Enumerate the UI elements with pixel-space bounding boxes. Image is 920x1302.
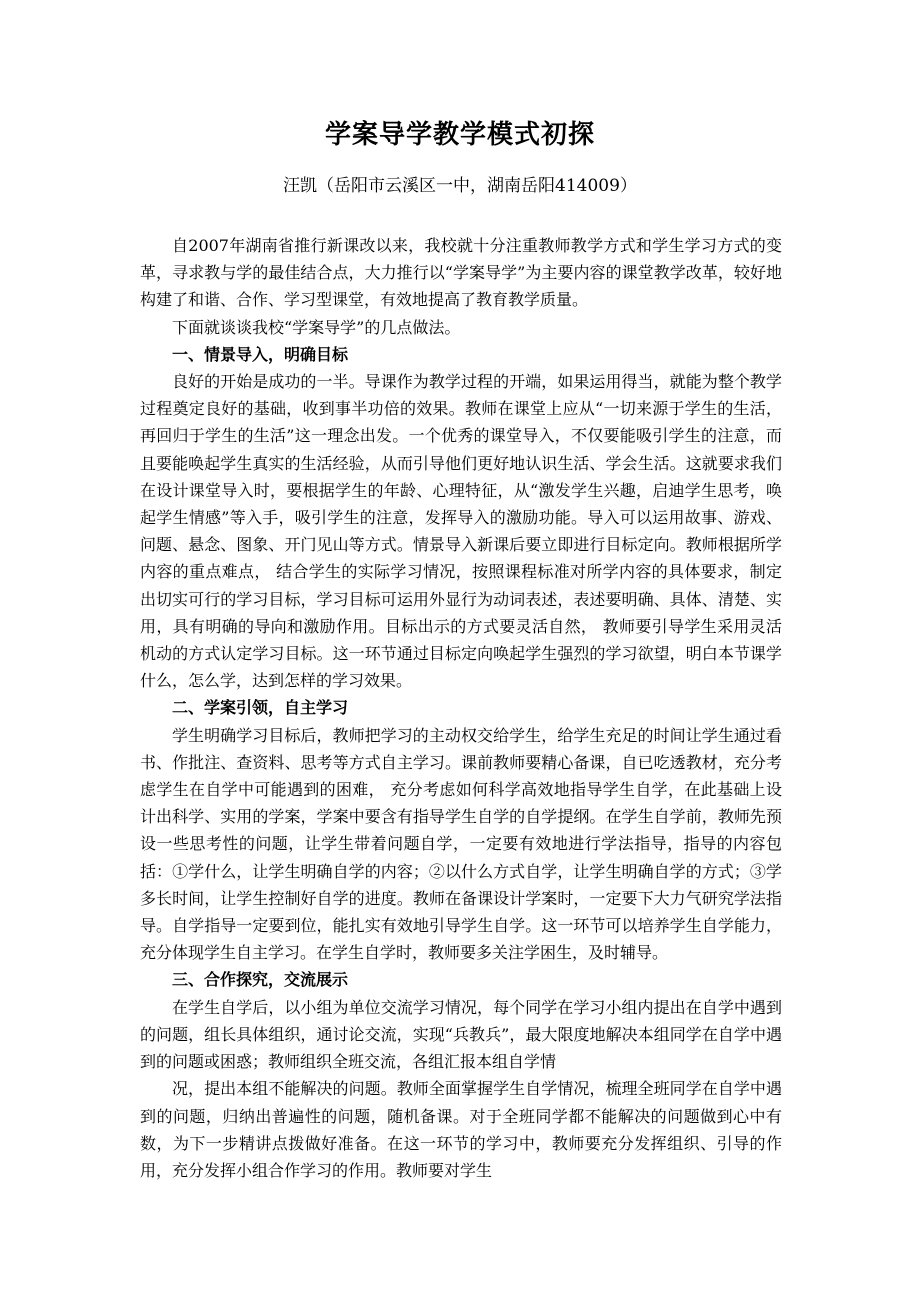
section-2-heading: 二、学案引领，自主学习	[172, 698, 349, 718]
section-1-paragraph: 良好的开始是成功的一半。导课作为教学过程的开端，如果运用得当，就能为整个教学过程奠定良好的基础，收到事半功倍的效果。教师在课堂上应从“一切来源于学生的生活，再回归于学生的生活”这一理念出发。一个优秀的课堂导入，不仅要能吸引学生的注意，而且要能唤起学生真实的生活经验，从而引导他们更好地认识生活、学会生活。这就要求我们在设计课堂导入时，要根据学生的年龄、心理特征，从“激发学生兴趣，启迪学生思考，唤起学生情感”等入手，吸引学生的注意，发挥导入的激励功能。导入可以运用故事、游戏、问题、悬念、图象、开门见山等方式。情景导入新课后要立即进行目标定向。教师根据所学内容的重点难点， 结合学生的实际学习情况，按照课程标准对所学内容的具体要求，制定出切实可行的学习目标，学习目标可运用外显行为动词表述，表述要明确、具体、清楚、实用，具有明确的导向和激励作用。目标出示的方式要灵活自然， 教师要引导学生采用灵活机动的方式认定学习目标。这一环节通过目标定向唤起学生强烈的学习欲望，明白本节课学什么，怎么学，达到怎样的学习效果。	[140, 372, 782, 691]
section-1-heading: 一、情景导入，明确目标	[172, 344, 349, 364]
section-2-paragraph: 学生明确学习目标后，教师把学习的主动权交给学生，给学生充足的时间让学生通过看书、作批注、查资料、思考等方式自主学习。课前教师要精心备课，自已吃透教材，充分考虑学生在自学中可能遇到的困难， 充分考虑如何科学高效地指导学生自学，在此基础上设计出科学、实用的学案，学案中要含有指导学生自学的自学提纲。在学生自学前，教师先预设一些思考性的问题，让学生带着问题自学，一定要有效地进行学法指导，指导的内容包括：①学什么，让学生明确自学的内容；②以什么方式自学，让学生明确自学的方式；③学多长时间，让学生控制好自学的进度。教师在备课设计学案时，一定要下大力气研究学法指导。自学指导一定要到位，能扎实有效地引导学生自学。这一环节可以培养学生自学能力，充分体现学生自主学习。在学生自学时，教师要多关注学困生，及时辅导。	[140, 725, 782, 963]
lead-paragraph: 下面就谈谈我校“学案导学”的几点做法。	[172, 317, 461, 337]
section-3-paragraph-b: 况，提出本组不能解决的问题。教师全面掌握学生自学情况，梳理全班同学在自学中遇到的问题，归纳出普遍性的问题，随机备课。对于全班同学都不能解决的问题做到心中有数，为下一步精讲点拨做好准备。在这一环节的学习中，教师要充分发挥组织、引导的作用，充分发挥小组合作学习的作用。教师要对学生	[140, 1079, 782, 1180]
section-3-paragraph-a: 在学生自学后，以小组为单位交流学习情况，每个同学在学习小组内提出在自学中遇到的问题，组长具体组织，通讨论交流，实现“兵教兵”，最大限度地解决本组同学在自学中遇到的问题或困惑；教师组织全班交流，各组汇报本组自学情	[140, 997, 782, 1072]
author-byline: 汪凯（岳阳市云溪区一中，湖南岳阳414009）	[283, 176, 637, 196]
intro-paragraph: 自2007年湖南省推行新课改以来，我校就十分注重教师教学方式和学生学习方式的变革，寻求教与学的最佳结合点，大力推行以“学案导学”为主要内容的课堂教学改革，较好地构建了和谐、合作、学习型课堂，有效地提高了教育教学质量。	[140, 236, 782, 310]
section-3-heading: 三、合作探究，交流展示	[172, 970, 349, 990]
article-body	[140, 232, 782, 1184]
article-title: 学案导学教学模式初探	[324, 120, 595, 150]
